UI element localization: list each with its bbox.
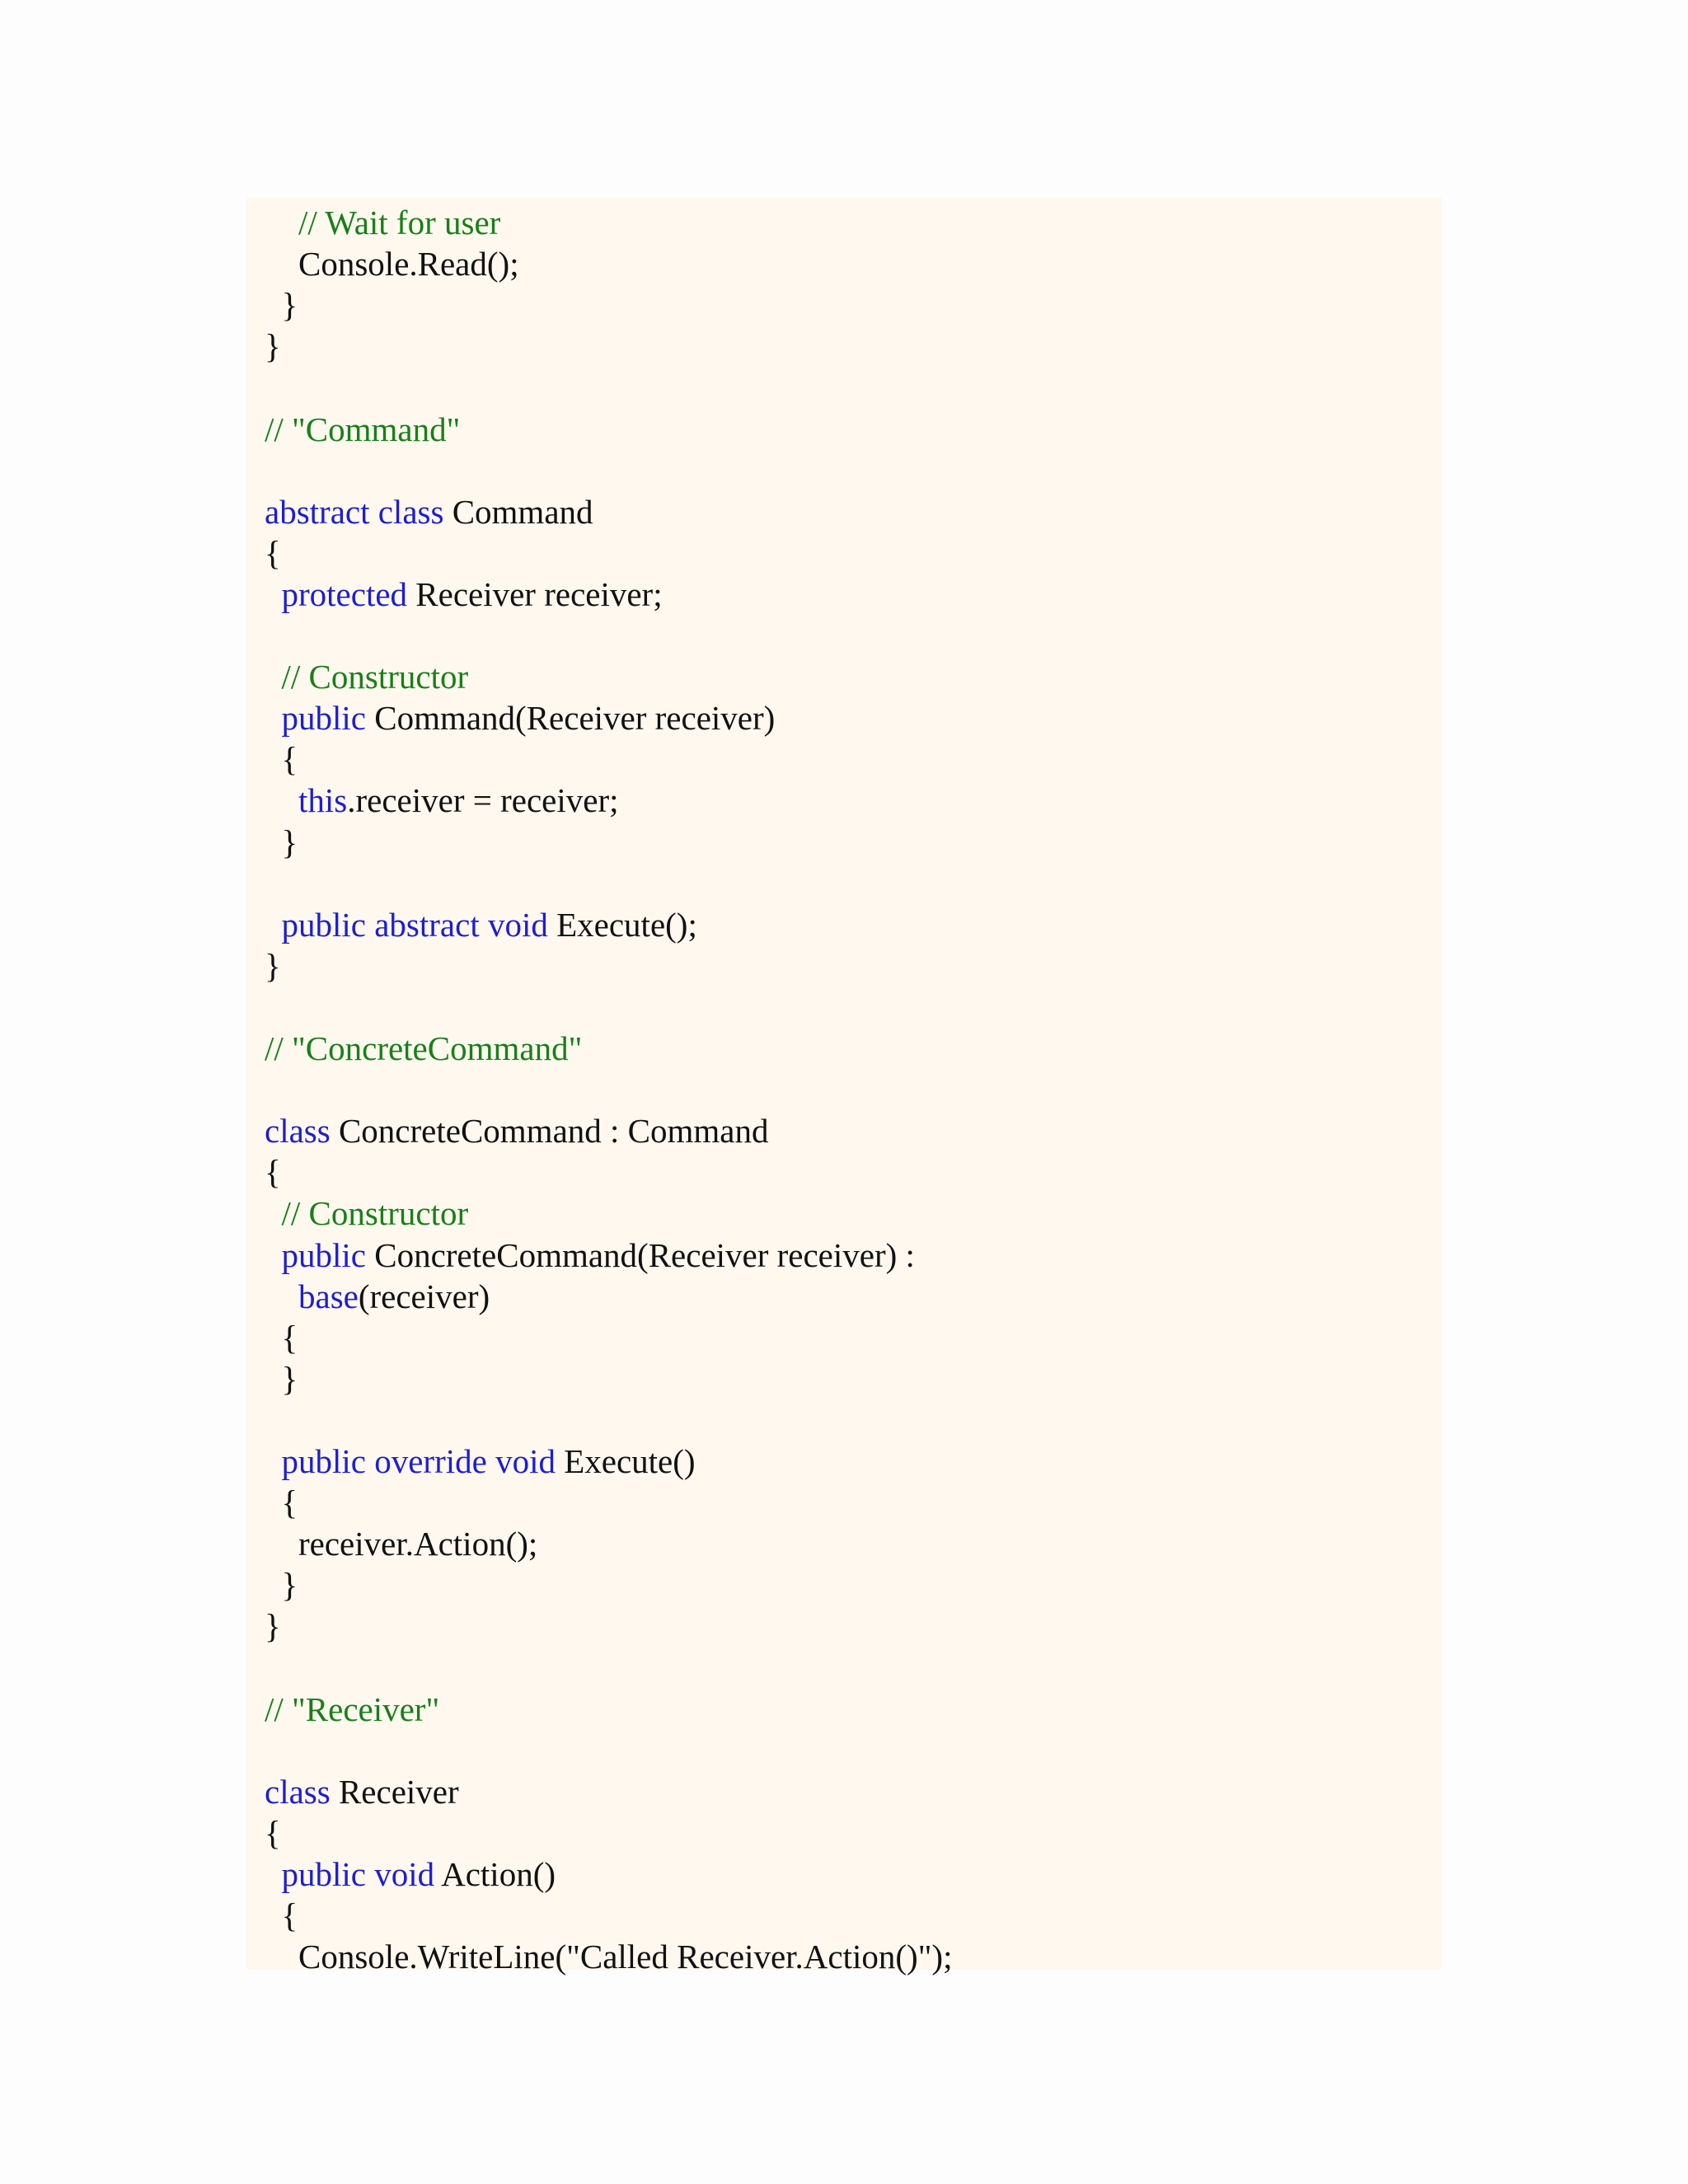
- code-line: [265, 1895, 298, 1936]
- code-keyword: public: [281, 699, 366, 738]
- code-line: [265, 780, 619, 821]
- code-line: [265, 1482, 298, 1523]
- code-text: [265, 699, 282, 737]
- code-text: {: [265, 1318, 298, 1357]
- code-line: [265, 738, 298, 780]
- code-text: receiver.Action();: [265, 1525, 538, 1563]
- code-text: }: [265, 327, 281, 366]
- code-line: [265, 243, 519, 284]
- code-line: [265, 326, 281, 367]
- code-line: [265, 1771, 459, 1812]
- code-text: Receiver: [330, 1772, 459, 1811]
- code-text: [265, 1236, 282, 1274]
- code-keyword: base: [298, 1277, 359, 1315]
- code-text: Execute();: [547, 905, 697, 944]
- code-text: {: [265, 1153, 281, 1192]
- code-text: (receiver): [358, 1277, 490, 1315]
- code-text: [265, 575, 282, 613]
- code-comment: // "Receiver": [265, 1690, 440, 1728]
- code-text: }: [265, 286, 298, 325]
- code-keyword: public abstract void: [281, 905, 548, 944]
- code-keyword: abstract class: [265, 492, 444, 531]
- code-text: Command: [443, 492, 593, 531]
- code-line: [265, 1358, 298, 1399]
- code-keyword: class: [265, 1112, 331, 1151]
- code-line: [265, 1193, 468, 1234]
- code-line: [265, 1523, 537, 1564]
- code-line: [265, 1564, 298, 1605]
- code-text: Execute(): [555, 1442, 696, 1480]
- code-line: [265, 1812, 281, 1854]
- code-text: Command(Receiver receiver): [365, 699, 776, 738]
- code-line: [265, 1151, 281, 1193]
- code-line: [265, 1235, 915, 1276]
- code-keyword: this: [298, 781, 348, 820]
- code-line: [265, 202, 500, 243]
- code-line: [265, 822, 298, 863]
- code-text: }: [265, 1359, 298, 1398]
- code-line: [265, 1689, 439, 1730]
- code-line: [265, 532, 281, 574]
- code-text: [265, 1277, 298, 1315]
- code-text: {: [265, 740, 298, 779]
- code-text: [265, 906, 282, 944]
- code-text: }: [265, 946, 281, 985]
- code-comment: // Constructor: [265, 658, 469, 696]
- code-comment: // "Command": [265, 410, 461, 448]
- code-line: [265, 1854, 556, 1895]
- code-comment: // "ConcreteCommand": [265, 1029, 583, 1067]
- code-line: [265, 1110, 768, 1151]
- code-line: [265, 1605, 281, 1647]
- code-text: }: [265, 823, 298, 861]
- code-text: [265, 1442, 282, 1480]
- code-text: {: [265, 533, 281, 572]
- code-line: [265, 284, 298, 326]
- code-text: [265, 1855, 282, 1893]
- code-text: Receiver receiver;: [407, 574, 663, 613]
- code-line: [265, 945, 281, 987]
- code-line: [265, 697, 775, 738]
- code-listing: [246, 198, 1442, 1976]
- code-text: Action(): [434, 1855, 556, 1893]
- code-text: [265, 781, 298, 819]
- code-keyword: public override void: [281, 1442, 556, 1480]
- code-keyword: class: [265, 1772, 331, 1811]
- code-text: }: [265, 1607, 281, 1646]
- code-text: ConcreteCommand(Receiver receiver) :: [365, 1235, 915, 1274]
- code-text: {: [265, 1813, 281, 1852]
- code-text: Console.WriteLine("Called Receiver.Action()");: [265, 1938, 953, 1976]
- code-line: [265, 409, 460, 450]
- code-text: }: [265, 1566, 298, 1605]
- code-text: {: [265, 1483, 298, 1522]
- code-line: [265, 491, 593, 532]
- code-line: [265, 1317, 298, 1358]
- code-line: [265, 1441, 696, 1482]
- code-line: [265, 904, 697, 945]
- code-line: [265, 1276, 490, 1317]
- code-line: [265, 1936, 952, 1977]
- code-keyword: protected: [281, 574, 408, 613]
- code-keyword: public: [281, 1235, 366, 1274]
- code-line: [265, 1028, 582, 1069]
- code-line: [265, 656, 468, 697]
- code-text: ConcreteCommand : Command: [330, 1112, 769, 1151]
- code-text: .receiver = receiver;: [347, 781, 619, 820]
- code-text: {: [265, 1896, 298, 1935]
- code-line: [265, 574, 663, 615]
- code-comment: // Constructor: [265, 1194, 469, 1233]
- code-text: Console.Read();: [265, 245, 519, 284]
- code-comment: // Wait for user: [265, 204, 501, 241]
- code-keyword: public void: [281, 1855, 435, 1893]
